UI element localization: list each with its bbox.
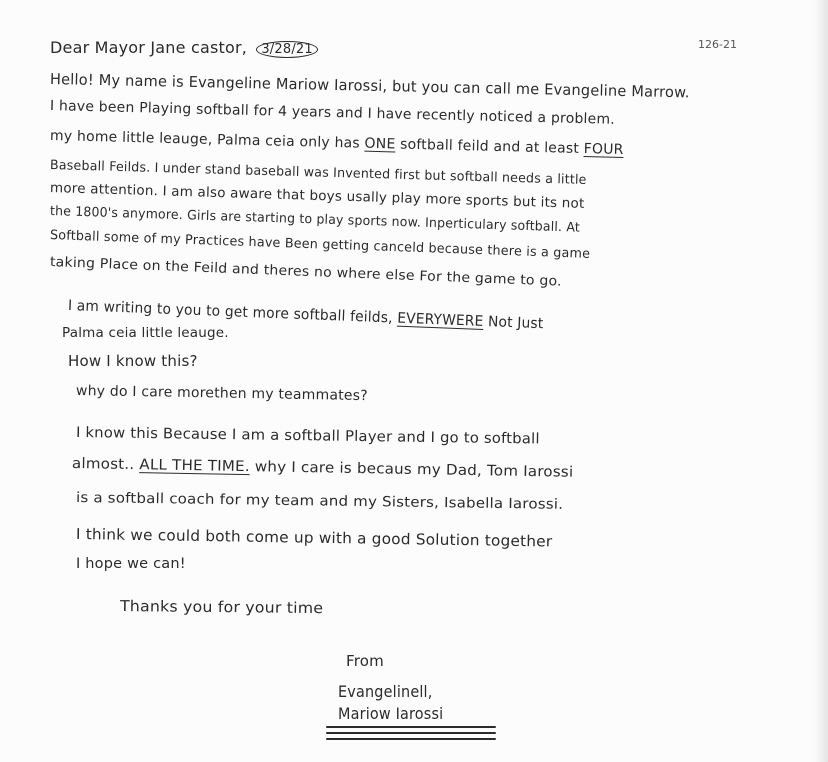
line-text: softball feild and at least <box>399 136 580 157</box>
letter-line: taking Place on the Feild and theres no where else For the game to go. <box>49 254 563 290</box>
line-text: Not Just <box>487 314 544 333</box>
letter-line: Softball some of my Practices have Been getting canceld because there is a game <box>49 228 591 262</box>
letter-line: is a softball coach for my team and my Sisters, Isabella Iarossi. <box>75 490 564 513</box>
line-text: why I care is becaus my Dad, Tom Iarossi <box>254 459 574 481</box>
closing-line: Thanks you for your time <box>119 597 324 618</box>
letter-line: Palma ceia little leauge. <box>62 325 229 341</box>
letter-line: more attention. I am also aware that boys usally play more sports but its not <box>49 180 585 212</box>
letter-line: I think we could both come up with a good Solution together <box>75 525 553 551</box>
letter-line: I know this Because I am a softball Player and I go to softball <box>75 425 540 448</box>
line-text: I am writing to you to get more softball feilds, <box>67 298 393 327</box>
signature-first: Evangelinell, <box>338 682 433 701</box>
greeting-line <box>50 38 318 58</box>
letter-line: Baseball Feilds. I under stand baseball was Invented first but softball needs a little <box>49 158 587 188</box>
letter-line: I hope we can! <box>76 556 186 572</box>
emphasis-everywhere: EVERYWERE <box>396 310 484 330</box>
letter-line: the 1800's anymore. Girls are starting to play sports now. Inperticulary softball. At <box>49 204 581 236</box>
letter-line <box>72 456 574 481</box>
emphasis-four: FOUR <box>583 141 624 159</box>
page-edge-shadow <box>814 0 828 762</box>
line-text: almost.. <box>71 456 135 474</box>
letter-line <box>50 128 624 158</box>
signature-last: Mariow Iarossi <box>338 704 444 723</box>
letter-line: Hello! My name is Evangeline Mariow Iarossi, but you can call me Evangeline Marrow. <box>49 70 690 102</box>
signature-underline <box>326 726 496 746</box>
line-text: my home little leauge, Palma ceia only has <box>49 128 361 152</box>
date-top-right: 126-21 <box>698 38 737 51</box>
emphasis-one: ONE <box>364 135 396 153</box>
letter-line: How I know this? <box>68 352 198 370</box>
emphasis-all-the-time: ALL THE TIME. <box>139 457 250 476</box>
circled-date: 3/28/21 <box>256 41 318 58</box>
from-label: From <box>346 652 384 670</box>
letter-line: why do I care morethen my teammates? <box>75 383 368 405</box>
greeting: Dear Mayor Jane castor, <box>50 38 248 57</box>
letter-line: I have been Playing softball for 4 years and I have recently noticed a problem. <box>49 98 616 128</box>
